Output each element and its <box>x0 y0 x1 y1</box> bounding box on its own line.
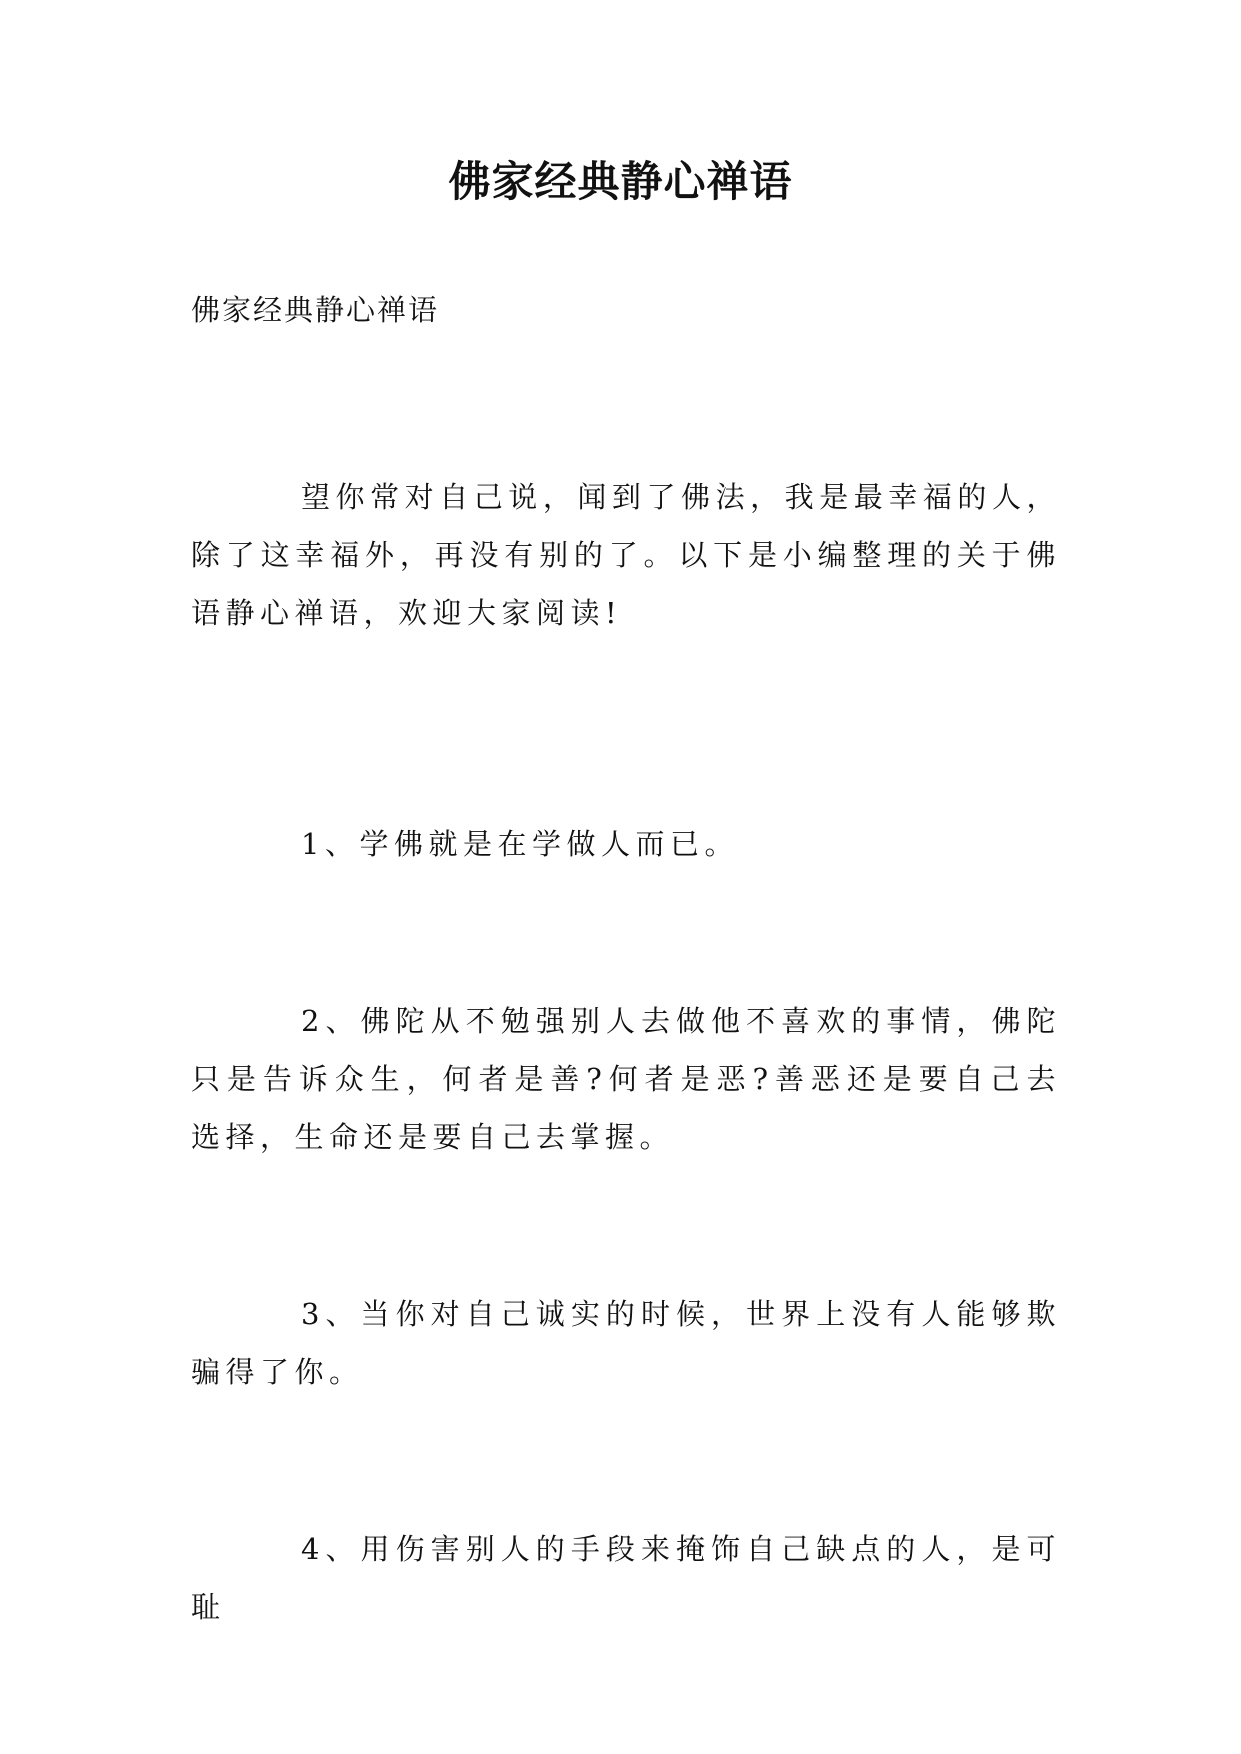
quote-paragraph-1: 1、学佛就是在学做人而已。 <box>301 827 739 861</box>
document-subtitle: 佛家经典静心禅语 <box>191 293 440 327</box>
quote-paragraph-3: 3、当你对自己诚实的时候，世界上没有人能够欺骗得了你。 <box>191 1297 1061 1389</box>
quote-paragraph-4: 4、用伤害别人的手段来掩饰自己缺点的人，是可耻 <box>191 1532 1061 1624</box>
quote-paragraph-2: 2、佛陀从不勉强别人去做他不喜欢的事情，佛陀只是告诉众生，何者是善?何者是恶?善恶还是要自己去选择，生命还是要自己去掌握。 <box>191 1004 1061 1154</box>
document-title: 佛家经典静心禅语 <box>448 157 793 206</box>
intro-paragraph: 望你常对自己说，闻到了佛法，我是最幸福的人，除了这幸福外，再没有别的了。以下是小编整理的关于佛语静心禅语，欢迎大家阅读! <box>191 480 1061 630</box>
